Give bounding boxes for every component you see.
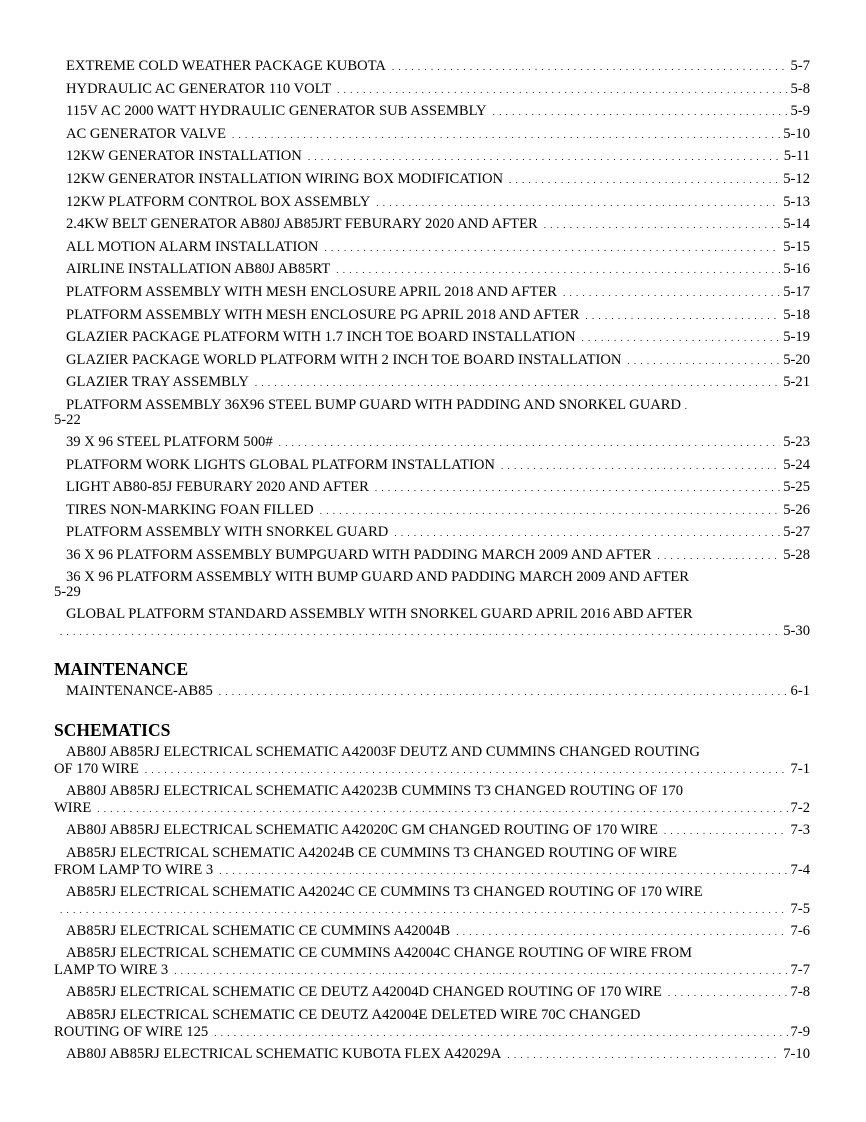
toc-entry[interactable] [66, 55, 810, 78]
toc-entry-page: 7-8 [790, 984, 810, 1001]
toc-entry-title: 36 X 96 PLATFORM ASSEMBLY BUMPGUARD WITH PADDING MARCH 2009 AND AFTER [66, 546, 652, 563]
toc-entry[interactable] [66, 371, 810, 394]
dot-leader [308, 145, 781, 169]
toc-entry-page: 6-1 [790, 683, 810, 700]
toc-entry-title: 39 X 96 STEEL PLATFORM 500# [66, 433, 273, 450]
toc-entry-page: 5-18 [783, 306, 810, 323]
toc-entry-title: PLATFORM ASSEMBLY WITH MESH ENCLOSURE APRIL 2018 AND AFTER [66, 283, 558, 300]
dot-leader [336, 258, 780, 282]
toc-entry-title: PLATFORM ASSEMBLY WITH MESH ENCLOSURE PG APRIL 2018 AND AFTER [66, 306, 580, 323]
toc-entry[interactable] [66, 304, 810, 327]
toc-entry[interactable] [66, 499, 810, 522]
toc-entry-title: AIRLINE INSTALLATION AB80J AB85RT [66, 261, 331, 278]
dot-leader [493, 100, 788, 124]
dot-leader [219, 862, 787, 880]
toc-entry[interactable]: AB85RJ ELECTRICAL SCHEMATIC CE CUMMINS A42004C CHANGE ROUTING OF WIRE FROM LAMP TO WIRE 3 . . . 7-7 [54, 942, 810, 981]
toc-entry-page: 5-30 [783, 623, 810, 640]
toc-entry-title: PLATFORM ASSEMBLY WITH SNORKEL GUARD [66, 524, 389, 541]
section-heading-maintenance: MAINTENANCE [54, 659, 189, 680]
toc-entry-title: AB85RJ ELECTRICAL SCHEMATIC A42024B CE CUMMINS T3 CHANGED ROUTING OF WIRE [66, 844, 678, 861]
dot-leader [664, 819, 788, 843]
dot-leader [324, 236, 780, 260]
dot-leader [392, 55, 788, 79]
toc-entry-title: GLAZIER PACKAGE PLATFORM WITH 1.7 INCH TOE BOARD INSTALLATION [66, 329, 576, 346]
toc-entry-title: GLAZIER TRAY ASSEMBLY [66, 374, 249, 391]
toc-entry[interactable] [66, 819, 810, 842]
toc-entry-page: 7-1 [790, 761, 810, 778]
toc-entry-page: 5-27 [783, 524, 810, 541]
toc-entry[interactable] [66, 281, 810, 304]
toc-entry-title: AB85RJ ELECTRICAL SCHEMATIC CE CUMMINS A42004B [66, 922, 451, 939]
toc-entry-title: 12KW GENERATOR INSTALLATION [66, 148, 302, 165]
toc-entry[interactable] [66, 349, 810, 372]
toc-entry[interactable] [66, 431, 810, 454]
toc-entry-title: AB80J AB85RJ ELECTRICAL SCHEMATIC A42020C GM CHANGED ROUTING OF 170 WIRE [66, 822, 658, 839]
dot-leader [657, 544, 780, 568]
toc-entry-page: 5-19 [783, 329, 810, 346]
dot-leader [60, 623, 780, 641]
toc-entry-title: 115V AC 2000 WATT HYDRAULIC GENERATOR SUB ASSEMBLY [66, 103, 487, 120]
dot-leader [456, 920, 787, 944]
toc-list-options-2 [0, 431, 866, 567]
toc-entry[interactable] [66, 213, 810, 236]
toc-entry[interactable] [66, 981, 810, 1004]
dot-leader [60, 901, 788, 919]
toc-entry-page: 5-24 [783, 456, 810, 473]
toc-entry[interactable] [66, 544, 810, 567]
toc-entry[interactable] [54, 566, 810, 603]
toc-entry[interactable]: AB85RJ ELECTRICAL SCHEMATIC A42024B CE CUMMINS T3 CHANGED ROUTING OF WIRE FROM LAMP TO WIRE 3 . . . 7-4 [54, 842, 810, 881]
toc-entry-title: 2.4KW BELT GENERATOR AB80J AB85JRT FEBURARY 2020 AND AFTER [66, 216, 538, 233]
toc-entry-title: GLOBAL PLATFORM STANDARD ASSEMBLY WITH SNORKEL GUARD APRIL 2016 ABD AFTER [66, 606, 693, 623]
toc-entry[interactable] [54, 603, 810, 642]
dot-leader [375, 476, 780, 500]
dot-leader [544, 213, 780, 237]
toc-entry-page: 5-14 [783, 216, 810, 233]
toc-entry-title: 12KW PLATFORM CONTROL BOX ASSEMBLY [66, 193, 371, 210]
toc-entry-title: AB85RJ ELECTRICAL SCHEMATIC A42024C CE CUMMINS T3 CHANGED ROUTING OF 170 WIRE [66, 883, 703, 900]
toc-entry[interactable] [66, 145, 810, 168]
toc-entry-title: MAINTENANCE-AB85 [66, 683, 213, 700]
section-heading-schematics: SCHEMATICS [54, 720, 171, 741]
toc-entry-page: 7-5 [790, 900, 810, 917]
dot-leader [320, 499, 781, 523]
dot-leader [145, 761, 788, 779]
toc-entry-title: AC GENERATOR VALVE [66, 125, 227, 142]
toc-entry-title: GLAZIER PACKAGE WORLD PLATFORM WITH 2 INCH TOE BOARD INSTALLATION [66, 351, 622, 368]
toc-entry[interactable] [66, 1043, 810, 1066]
toc-entry[interactable]: AB80J AB85RJ ELECTRICAL SCHEMATIC A42023B CUMMINS T3 CHANGED ROUTING OF 170 WIRE . . . 7-2 [54, 780, 810, 819]
dot-leader [214, 1024, 787, 1042]
toc-list-options [0, 55, 866, 394]
toc-entry-page: 5-29 [54, 584, 81, 601]
toc-entry-page: 7-3 [790, 822, 810, 839]
toc-entry-page: 5-25 [783, 479, 810, 496]
toc-entry[interactable] [66, 521, 810, 544]
dot-leader [394, 521, 780, 545]
toc-entry-title: 12KW GENERATOR INSTALLATION WIRING BOX MODIFICATION [66, 170, 504, 187]
dot-leader [255, 371, 780, 395]
toc-entry-page: 7-7 [790, 962, 810, 979]
toc-entry-title: 36 X 96 PLATFORM ASSEMBLY WITH BUMP GUARD AND PADDING MARCH 2009 AND AFTER [66, 569, 690, 586]
dot-leader [279, 431, 781, 455]
toc-entry-title: AB85RJ ELECTRICAL SCHEMATIC CE DEUTZ A42004E DELETED WIRE 70C CHANGED [66, 1006, 641, 1023]
toc-entry[interactable] [66, 168, 810, 191]
toc-entry-title: AB80J AB85RJ ELECTRICAL SCHEMATIC A42003F DEUTZ AND CUMMINS CHANGED ROUTING [66, 744, 700, 761]
toc-entry[interactable] [66, 123, 810, 146]
toc-entry-page: 5-11 [783, 148, 810, 165]
toc-entry-title: AB80J AB85RJ ELECTRICAL SCHEMATIC A42023B CUMMINS T3 CHANGED ROUTING OF 170 [66, 783, 684, 800]
dot-leader [232, 123, 780, 147]
toc-entry-page: 5-13 [783, 193, 810, 210]
dot-leader [376, 191, 780, 215]
dot-leader [174, 962, 787, 980]
toc-entry-title: AB85RJ ELECTRICAL SCHEMATIC CE DEUTZ A42004D CHANGED ROUTING OF 170 WIRE [66, 984, 662, 1001]
toc-entry[interactable] [54, 394, 810, 431]
toc-entry[interactable]: AB80J AB85RJ ELECTRICAL SCHEMATIC A42003F DEUTZ AND CUMMINS CHANGED ROUTING OF 170 WIRE . . . 7-1 [54, 741, 810, 780]
toc-entry[interactable] [66, 326, 810, 349]
dot-leader [509, 168, 780, 192]
toc-entry[interactable] [66, 100, 810, 123]
toc-entry-page: 5-15 [783, 238, 810, 255]
toc-entry-title: EXTREME COLD WEATHER PACKAGE KUBOTA [66, 58, 386, 74]
dot-leader [97, 800, 787, 818]
toc-entry-page: 5-8 [790, 80, 810, 97]
dot-leader [585, 304, 780, 328]
toc-entry-page: 7-2 [790, 800, 810, 817]
toc-entry[interactable] [66, 680, 810, 703]
toc-entry-title: PLATFORM WORK LIGHTS GLOBAL PLATFORM INSTALLATION [66, 456, 495, 473]
dot-leader [219, 680, 788, 704]
toc-entry-title: LIGHT AB80-85J FEBURARY 2020 AND AFTER [66, 479, 369, 496]
toc-entry-page: 5-21 [783, 374, 810, 391]
toc-entry[interactable] [66, 920, 810, 943]
toc-entry-page: 5-22 [54, 411, 81, 428]
dot-leader [337, 78, 787, 102]
toc-entry[interactable] [54, 881, 810, 920]
toc-entry[interactable] [66, 476, 810, 499]
toc-entry-page: 7-4 [790, 861, 810, 878]
toc-entry-page: 5-10 [783, 125, 810, 142]
toc-entry[interactable] [66, 236, 810, 259]
dot-leader [668, 981, 788, 1005]
dot-leader [507, 1043, 780, 1067]
toc-entry-page: 5-20 [783, 351, 810, 368]
toc-entry-title: AB80J AB85RJ ELECTRICAL SCHEMATIC KUBOTA FLEX A42029A [66, 1045, 502, 1062]
dot-leader [581, 326, 780, 350]
dot-leader [563, 281, 780, 305]
toc-entry[interactable] [66, 454, 810, 477]
toc-entry-title: ALL MOTION ALARM INSTALLATION [66, 238, 319, 255]
toc-entry[interactable] [66, 191, 810, 214]
toc-entry[interactable]: AB85RJ ELECTRICAL SCHEMATIC CE DEUTZ A42004E DELETED WIRE 70C CHANGED ROUTING OF WIRE 125 . . . 7-9 [54, 1004, 810, 1043]
toc-entry-page: 7-10 [783, 1045, 810, 1062]
dot-leader [501, 454, 780, 478]
toc-entry-page: 5-17 [783, 283, 810, 300]
toc-entry[interactable] [66, 258, 810, 281]
toc-entry-page: 7-6 [790, 922, 810, 939]
toc-entry-title: HYDRAULIC AC GENERATOR 110 VOLT [66, 80, 332, 97]
toc-entry[interactable] [66, 78, 810, 101]
toc-entry-page: 5-26 [783, 501, 810, 518]
toc-entry-page: 5-23 [783, 433, 810, 450]
toc-entry-page: 5-12 [783, 170, 810, 187]
toc-entry-page: 5-28 [783, 546, 810, 563]
toc-entry-title: PLATFORM ASSEMBLY 36X96 STEEL BUMP GUARD WITH PADDING AND SNORKEL GUARD . [66, 396, 687, 413]
toc-entry-page: 5-9 [790, 103, 810, 120]
toc-entry-title: TIRES NON-MARKING FOAN FILLED [66, 501, 314, 518]
toc-entry-page: 7-9 [790, 1023, 810, 1040]
toc-entry-page: 5-16 [783, 261, 810, 278]
table-of-contents [0, 55, 866, 1065]
dot-leader [627, 349, 780, 373]
toc-entry-title: AB85RJ ELECTRICAL SCHEMATIC CE CUMMINS A42004C CHANGE ROUTING OF WIRE FROM [66, 945, 692, 962]
toc-entry-page: 5-7 [790, 58, 810, 74]
